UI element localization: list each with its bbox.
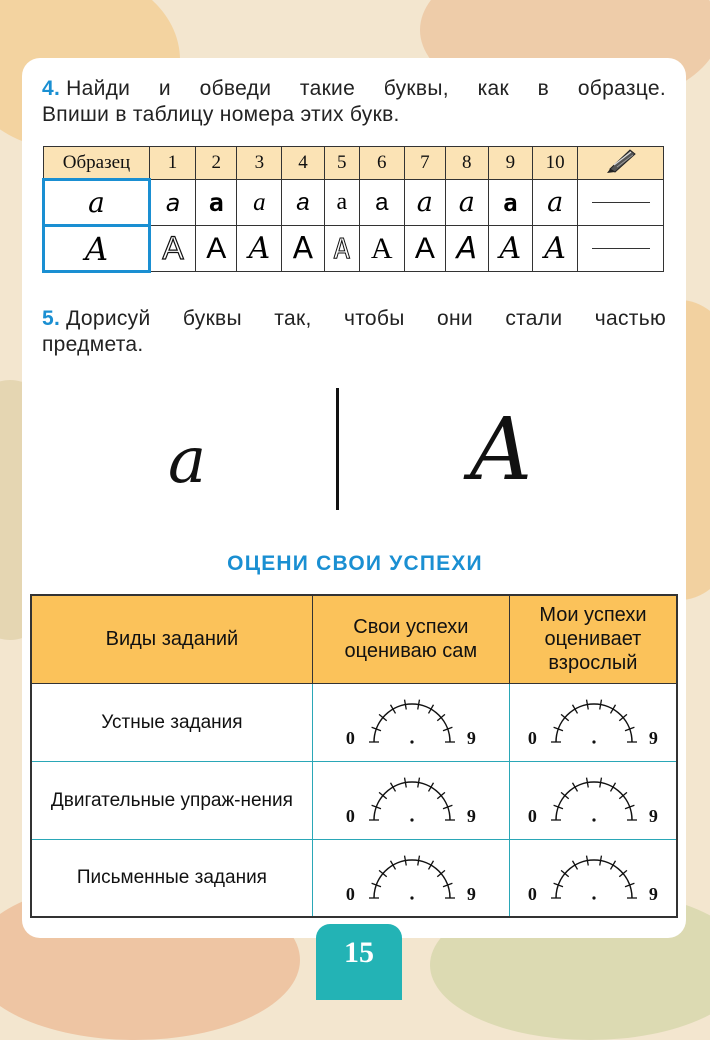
- task5-line1: Дорисуй буквы так, чтобы они стали частью: [66, 307, 666, 330]
- sample-lowercase-a: a: [44, 180, 150, 226]
- scale-tick: [610, 705, 615, 714]
- self-rating-scale[interactable]: [312, 683, 509, 761]
- table-row-uppercase: [44, 226, 664, 272]
- header-adult-rating: Мои успехи оценивает взрослый: [509, 595, 677, 683]
- rating-arc[interactable]: [542, 774, 646, 826]
- scale-tick: [572, 861, 577, 870]
- scale-min-label: 0: [345, 728, 355, 748]
- scale-max-label: 9: [466, 728, 476, 748]
- rating-arc[interactable]: [360, 852, 464, 904]
- header-task-types: Виды заданий: [31, 595, 312, 683]
- scale-tick: [572, 783, 577, 792]
- scale-min-label: 0: [527, 728, 537, 748]
- answer-line: [592, 202, 650, 203]
- scale-tick: [600, 778, 602, 788]
- letter-table: [42, 146, 664, 273]
- self-rating-scale[interactable]: [312, 839, 509, 917]
- letter-cell[interactable]: a: [359, 180, 404, 226]
- task4-instruction: [42, 76, 666, 128]
- task5-instruction: [42, 306, 666, 358]
- self-rating-scale[interactable]: [312, 761, 509, 839]
- scale-tick: [404, 700, 406, 710]
- scale-min-label: 0: [345, 883, 355, 904]
- scale-tick: [404, 855, 406, 865]
- scale-tick: [390, 861, 395, 870]
- scale-tick: [418, 700, 420, 710]
- scale-tick: [428, 783, 433, 792]
- answer-line: [592, 248, 650, 249]
- rating-table: [30, 594, 678, 918]
- letter-cell[interactable]: A: [404, 226, 445, 272]
- sample-uppercase-a: A: [44, 226, 150, 272]
- scale-max-label: 9: [466, 883, 476, 904]
- page-number: 15: [316, 924, 402, 1000]
- rating-arc[interactable]: [542, 696, 646, 748]
- rating-arc[interactable]: [542, 852, 646, 904]
- task-type-label: Устные задания: [31, 683, 312, 761]
- scale-tick: [404, 778, 406, 788]
- task4-line2: Впиши в таблицу номера этих букв.: [42, 103, 400, 126]
- letter-cell[interactable]: A: [237, 226, 282, 272]
- letter-cell[interactable]: a: [282, 180, 324, 226]
- column-number: 9: [488, 147, 533, 180]
- task-type-label: Письменные задания: [31, 839, 312, 917]
- scale-center-dot: [410, 818, 413, 821]
- scale-tick: [586, 700, 588, 710]
- scale-tick: [390, 783, 395, 792]
- column-number: 4: [282, 147, 324, 180]
- scale-tick: [610, 861, 615, 870]
- pen-header: [578, 147, 664, 180]
- drawing-letter-lowercase[interactable]: a: [168, 424, 207, 498]
- task5-number: 5.: [42, 307, 61, 330]
- letter-cell[interactable]: a: [237, 180, 282, 226]
- letter-cell[interactable]: A: [359, 226, 404, 272]
- answer-cell-lowercase[interactable]: [578, 180, 664, 226]
- rating-table-header: [31, 595, 677, 683]
- task4-line1: Найди и обведи такие буквы, как в образце.: [66, 77, 666, 100]
- letter-cell[interactable]: A: [282, 226, 324, 272]
- scale-center-dot: [592, 896, 595, 899]
- adult-rating-scale[interactable]: [509, 761, 677, 839]
- letter-cell[interactable]: a: [196, 180, 237, 226]
- column-number: 1: [150, 147, 196, 180]
- letter-cell[interactable]: A: [446, 226, 488, 272]
- scale-max-label: 9: [648, 806, 658, 826]
- scale-tick: [418, 855, 420, 865]
- scale-center-dot: [592, 740, 595, 743]
- letter-cell[interactable]: A: [150, 226, 196, 272]
- letter-cell[interactable]: a: [446, 180, 488, 226]
- column-number: 10: [533, 147, 578, 180]
- rating-arc[interactable]: [360, 696, 464, 748]
- letter-cell[interactable]: a: [150, 180, 196, 226]
- scale-max-label: 9: [466, 806, 476, 826]
- scale-tick: [600, 855, 602, 865]
- scale-tick: [428, 861, 433, 870]
- drawing-letter-uppercase[interactable]: A: [470, 400, 533, 500]
- scale-tick: [572, 705, 577, 714]
- column-number: 3: [237, 147, 282, 180]
- adult-rating-scale[interactable]: [509, 839, 677, 917]
- scale-max-label: 9: [648, 728, 658, 748]
- section-title: ОЦЕНИ СВОИ УСПЕХИ: [227, 552, 483, 575]
- header-self-rating: Свои успехи оцениваю сам: [312, 595, 509, 683]
- table-row: [31, 761, 677, 839]
- scale-center-dot: [410, 740, 413, 743]
- scale-tick: [600, 700, 602, 710]
- scale-min-label: 0: [527, 806, 537, 826]
- scale-tick: [610, 783, 615, 792]
- letter-table-header: [44, 147, 664, 180]
- letter-cell[interactable]: A: [533, 226, 578, 272]
- scale-center-dot: [592, 818, 595, 821]
- scale-center-dot: [410, 896, 413, 899]
- column-number: 7: [404, 147, 445, 180]
- table-row-lowercase: [44, 180, 664, 226]
- answer-cell-uppercase[interactable]: [578, 226, 664, 272]
- scale-tick: [428, 705, 433, 714]
- letter-cell[interactable]: a: [324, 180, 359, 226]
- letter-cell[interactable]: A: [324, 226, 359, 272]
- table-row: [31, 839, 677, 917]
- letter-cell[interactable]: a: [488, 180, 533, 226]
- letter-cell[interactable]: a: [533, 180, 578, 226]
- column-number: 2: [196, 147, 237, 180]
- divider-line: [336, 388, 339, 510]
- task5-line2: предмета.: [42, 333, 144, 356]
- scale-min-label: 0: [345, 806, 355, 826]
- column-number: 6: [359, 147, 404, 180]
- scale-tick: [418, 778, 420, 788]
- letter-cell[interactable]: a: [404, 180, 445, 226]
- pen-icon: [604, 147, 638, 173]
- sample-header: Образец: [44, 147, 150, 180]
- task4-number: 4.: [42, 77, 61, 100]
- letter-cell[interactable]: A: [196, 226, 237, 272]
- adult-rating-scale[interactable]: [509, 683, 677, 761]
- table-row: [31, 683, 677, 761]
- column-number: 8: [446, 147, 488, 180]
- scale-tick: [586, 855, 588, 865]
- task-type-label: Двигательные упраж-нения: [31, 761, 312, 839]
- scale-min-label: 0: [527, 883, 537, 904]
- letter-cell[interactable]: A: [488, 226, 533, 272]
- scale-tick: [390, 705, 395, 714]
- rating-arc[interactable]: [360, 774, 464, 826]
- scale-max-label: 9: [648, 883, 658, 904]
- scale-tick: [586, 778, 588, 788]
- column-number: 5: [324, 147, 359, 180]
